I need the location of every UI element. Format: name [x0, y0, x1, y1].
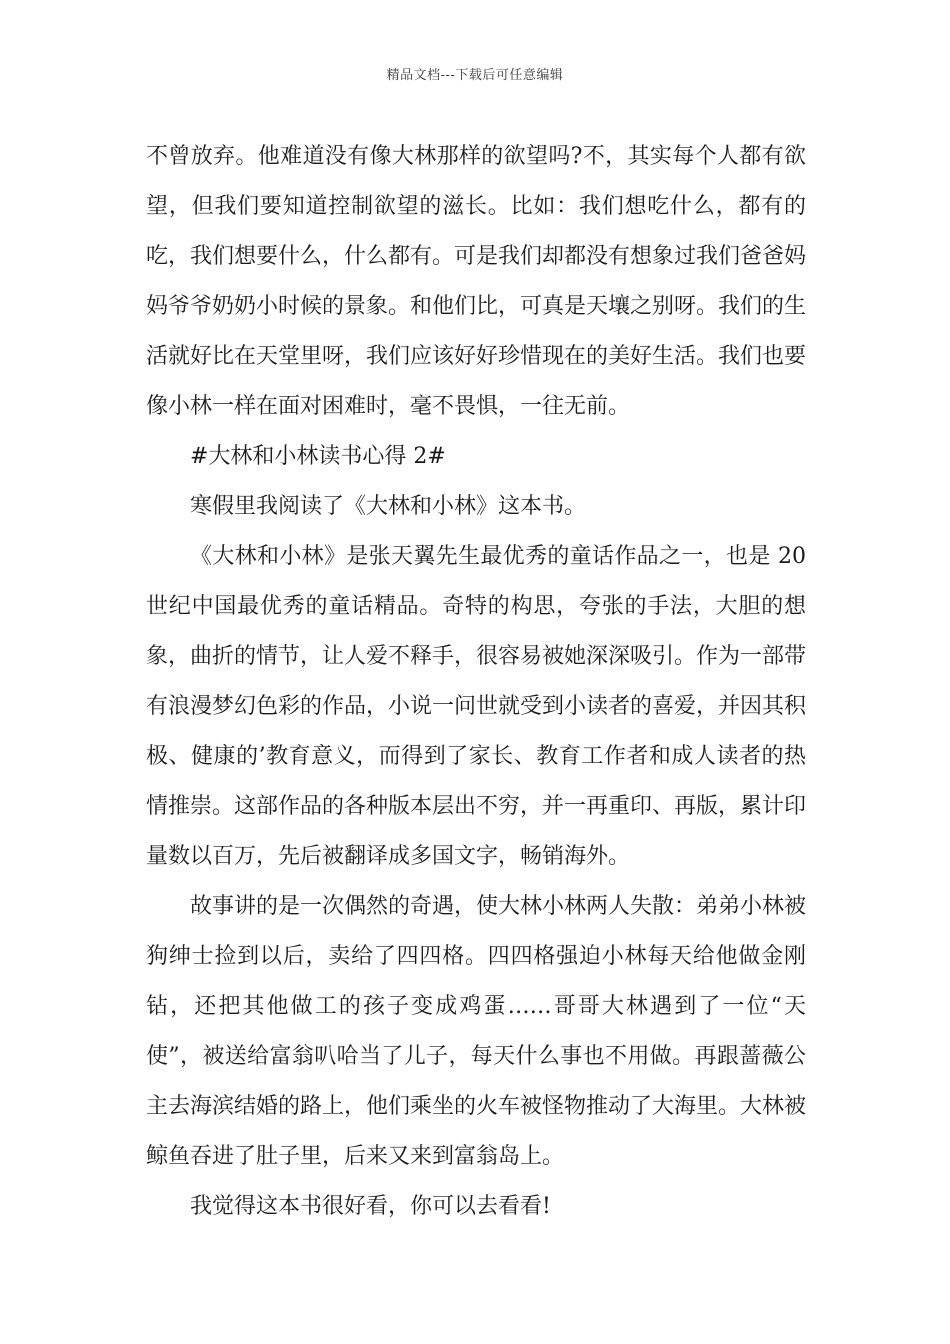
page-header: 精品文档---下载后可任意编辑	[386, 68, 564, 83]
paragraph-conclusion: 我觉得这本书很好看，你可以去看看!	[190, 1194, 551, 1219]
paragraph-book-description: 《大林和小林》是张天翼先生最优秀的童话作品之一，也是 20 世纪中国最优秀的童话精品。奇特的构思，夸张的手法，大胆的想象，曲折的情节，让人爱不释手，很容易被她深深吸引。作为一部带有浪漫梦幻色彩的作品，小说一问世就受到小读者的喜爱，并因其积极、健康的’教育意义，而得到了家长、教育工作者和成人读者的热情推崇。这部作品的各种版本层出不穷，并一再重印、再版，累计印量数以百万，先后被翻译成多国文字，畅销海外。	[146, 544, 807, 869]
document-body	[146, 132, 806, 1232]
paragraph-story-summary: 故事讲的是一次偶然的奇遇，使大林小林两人失散：弟弟小林被狗绅士捡到以后，卖给了四四格。四四格强迫小林每天给他做金刚钻，还把其他做工的孩子变成鸡蛋……哥哥大林遇到了一位“天使”，被送给富翁叭哈当了儿子，每天什么事也不用做。再跟蔷薇公主去海滨结婚的路上，他们乘坐的火车被怪物推动了大海里。大林被鲸鱼吞进了肚子里，后来又来到富翁岛上。	[146, 894, 807, 1169]
section-heading: #大林和小林读书心得 2#	[190, 444, 446, 469]
paragraph-continuation: 不曾放弃。他难道没有像大林那样的欲望吗?不，其实每个人都有欲望，但我们要知道控制欲望的滋长。比如：我们想吃什么，都有的吃，我们想要什么，什么都有。可是我们却都没有想象过我们爸爸妈妈爷爷奶奶小时候的景象。和他们比，可真是天壤之别呀。我们的生活就好比在天堂里呀，我们应该好好珍惜现在的美好生活。我们也要像小林一样在面对困难时，毫不畏惧，一往无前。	[146, 144, 807, 419]
paragraph-intro: 寒假里我阅读了《大林和小林》这本书。	[190, 494, 587, 519]
